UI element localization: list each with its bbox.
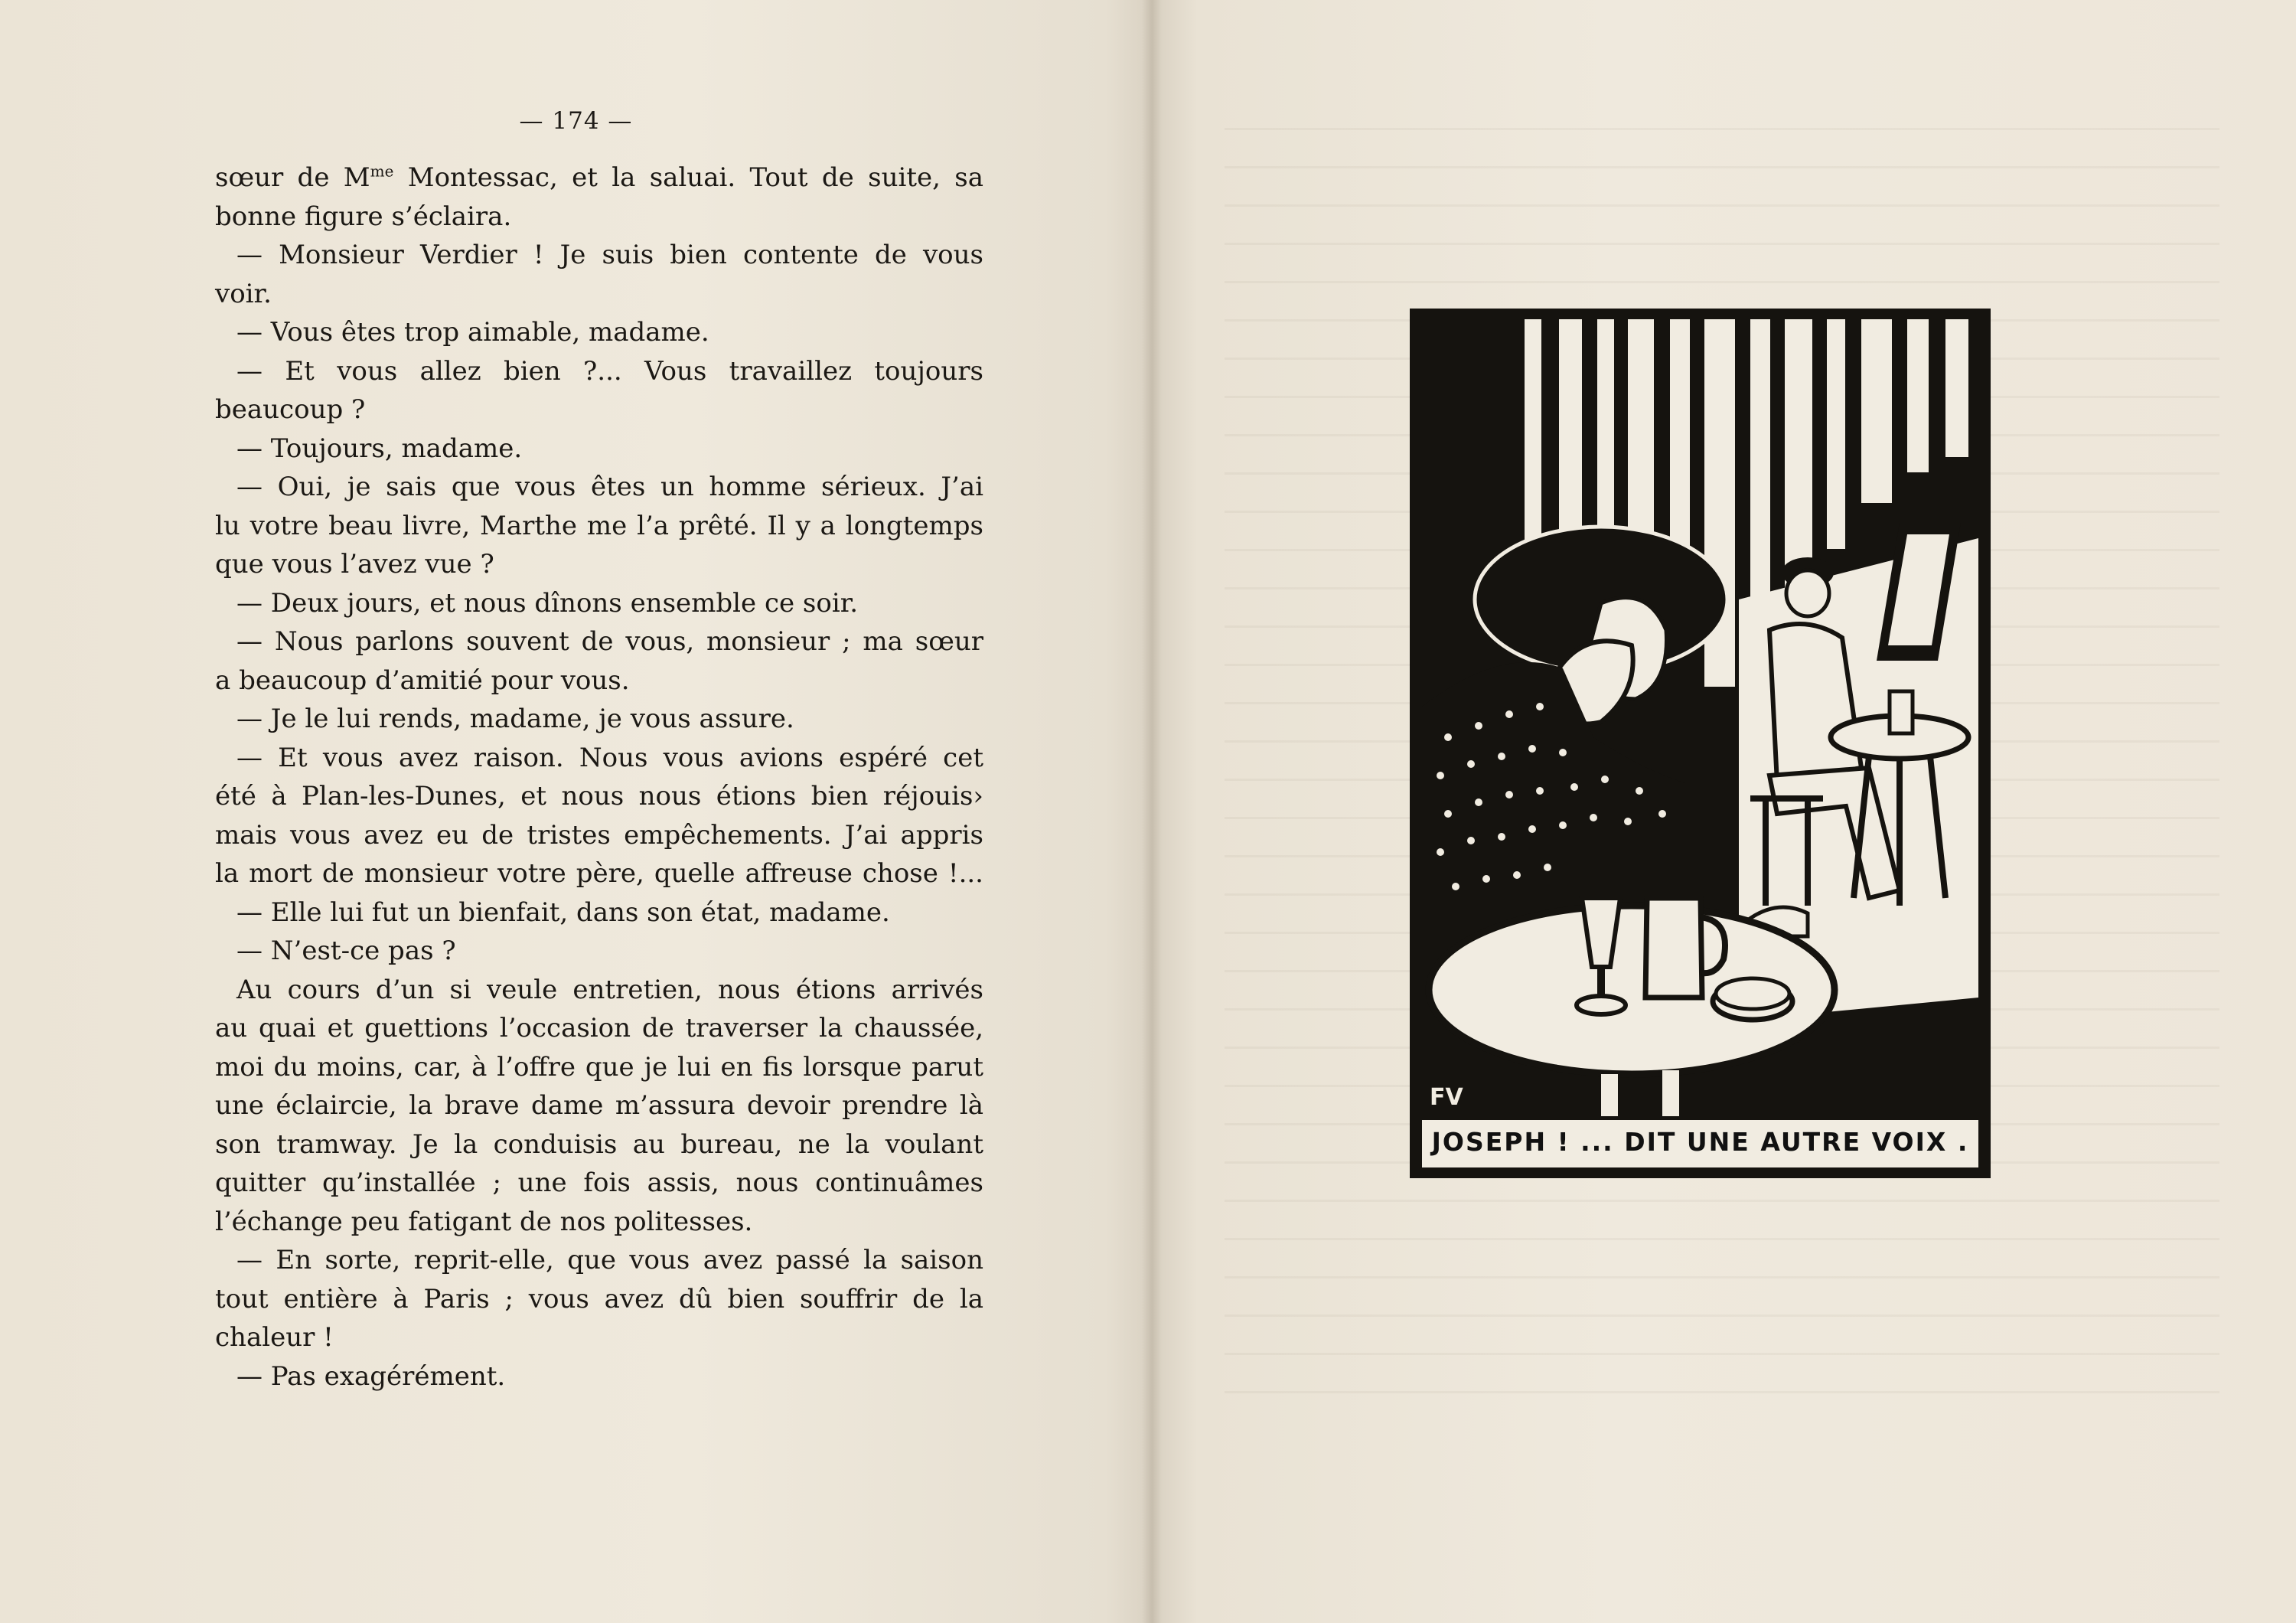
text-line	[215, 158, 983, 198]
text-line: — Monsieur Verdier ! Je suis bien contente de vous	[236, 240, 983, 270]
text-line: l’échange peu fatigant de nos politesses.	[215, 1206, 753, 1237]
body-text	[215, 158, 983, 1396]
text-line: beaucoup ?	[215, 394, 366, 425]
book-gutter	[1142, 0, 1162, 1623]
text-line: — Oui, je sais que vous êtes un homme sérieux. J’ai	[236, 472, 983, 502]
text-line: la mort de monsieur votre père, quelle affreuse chose !...	[215, 858, 983, 889]
text-line: voir.	[215, 278, 272, 309]
text-line: moi du moins, car, à l’offre que je lui en fis lorsque parut	[215, 1051, 983, 1083]
text-line: — N’est-ce pas ?	[236, 936, 456, 966]
text-line: chaleur !	[215, 1322, 334, 1353]
text-line: — Pas exagérément.	[236, 1360, 506, 1392]
text-fragment: Montessac, et la saluai. Tout de suite, sa	[393, 162, 983, 193]
text-line: une éclaircie, la brave dame m’assura devoir prendre là	[215, 1090, 983, 1121]
text-line: a beaucoup d’amitié pour vous.	[215, 665, 630, 696]
text-line: — Elle lui fut un bienfait, dans son état, madame.	[236, 896, 890, 928]
text-line: — Et vous avez raison. Nous vous avions espéré cet	[236, 742, 983, 773]
artist-monogram: FV	[1430, 1084, 1463, 1111]
text-line: été à Plan-les-Dunes, et nous nous étions bien réjouis›	[215, 781, 983, 812]
woodcut-illustration	[1410, 309, 1991, 1178]
text-line: bonne figure s’éclaira.	[215, 201, 512, 232]
text-line: mais vous avez eu de tristes empêchements. J’ai appris	[215, 819, 983, 851]
illustration-caption: JOSEPH ! ... DIT UNE AUTRE VOIX .	[1431, 1127, 1969, 1157]
text-fragment: sœur de M	[215, 162, 370, 193]
text-line: que vous l’avez vue ?	[215, 549, 494, 580]
text-line: au quai et guettions l’occasion de traverser la chaussée,	[215, 1013, 983, 1043]
page-number: — 174 —	[519, 107, 633, 135]
text-line: — En sorte, reprit-elle, que vous avez passé la saison	[236, 1245, 983, 1275]
text-line: — Vous êtes trop aimable, madame.	[236, 317, 709, 348]
text-line: son tramway. Je la conduisis au bureau, ne la voulant	[215, 1128, 983, 1160]
text-line: tout entière à Paris ; vous avez dû bien souffrir de la	[215, 1283, 983, 1314]
text-line: — Nous parlons souvent de vous, monsieur ; ma sœur	[236, 626, 983, 657]
superscript: me	[370, 162, 394, 181]
text-line: Au cours d’un si veule entretien, nous étions arrivés	[236, 974, 983, 1005]
text-line: — Toujours, madame.	[236, 433, 523, 464]
text-line: — Je le lui rends, madame, je vous assure.	[236, 704, 794, 734]
text-line: quitter qu’installée ; une fois assis, nous continuâmes	[215, 1167, 983, 1198]
text-line: — Et vous allez bien ?... Vous travaillez toujours	[236, 355, 983, 387]
text-line: lu votre beau livre, Marthe me l’a prêté. Il y a longtemps	[215, 510, 983, 541]
text-line: — Deux jours, et nous dînons ensemble ce soir.	[236, 587, 859, 619]
